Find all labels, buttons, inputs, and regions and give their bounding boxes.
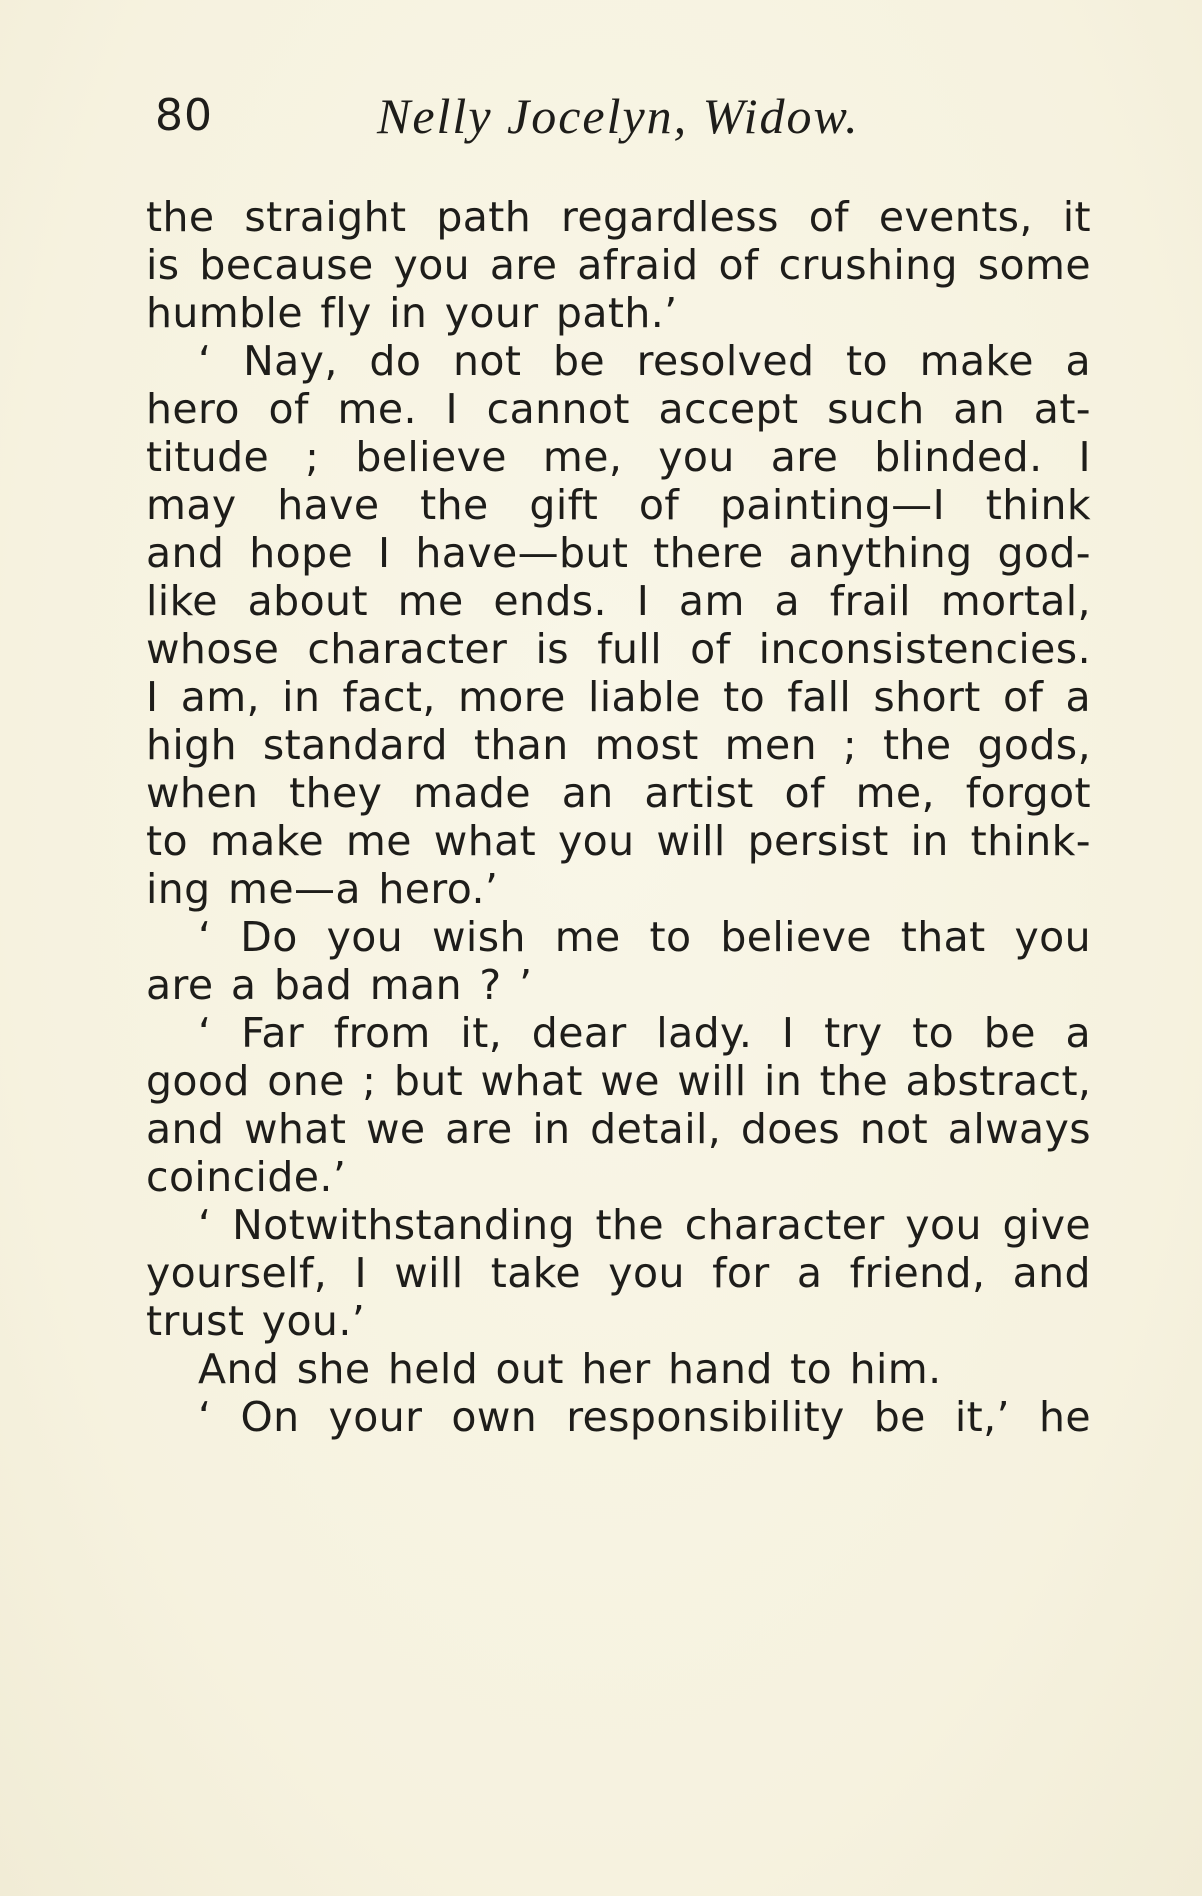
running-title: Nelly Jocelyn, Widow. bbox=[377, 88, 860, 144]
text-line: like about me ends. I am a frail mortal, bbox=[146, 577, 1091, 625]
text-line: And she held out her hand to him. bbox=[198, 1345, 942, 1393]
text-line: ing me—a hero.’ bbox=[146, 865, 499, 913]
text-line: trust you.’ bbox=[146, 1297, 366, 1345]
text-line: ‘ Far from it, dear lady. I try to be a bbox=[198, 1009, 1091, 1057]
text-line: the straight path regardless of events, it bbox=[146, 193, 1091, 241]
text-line: humble fly in your path.’ bbox=[146, 289, 678, 337]
text-line: ‘ Do you wish me to believe that you bbox=[198, 913, 1091, 961]
text-line: high standard than most men ; the gods, bbox=[146, 721, 1091, 769]
text-line: to make me what you will persist in think- bbox=[146, 817, 1091, 865]
text-line: good one ; but what we will in the abstract, bbox=[146, 1057, 1092, 1105]
text-line: ‘ Notwithstanding the character you give bbox=[198, 1201, 1091, 1249]
text-line: I am, in fact, more liable to fall short of a bbox=[146, 673, 1091, 721]
text-line: ‘ Nay, do not be resolved to make a bbox=[198, 337, 1091, 385]
text-line: is because you are afraid of crushing some bbox=[146, 241, 1091, 289]
text-line: coincide.’ bbox=[146, 1153, 347, 1201]
page-number: 80 bbox=[155, 90, 213, 141]
text-line: are a bad man ? ’ bbox=[146, 961, 533, 1009]
text-line: and hope I have—but there anything god- bbox=[146, 529, 1091, 577]
text-line: and what we are in detail, does not always bbox=[146, 1105, 1091, 1153]
text-line: whose character is full of inconsistencies. bbox=[146, 625, 1091, 673]
text-line: yourself, I will take you for a friend, and bbox=[146, 1249, 1091, 1297]
running-header bbox=[155, 86, 955, 146]
text-line: may have the gift of painting—I think bbox=[146, 481, 1091, 529]
text-line: hero of me. I cannot accept such an at- bbox=[146, 385, 1091, 433]
text-line: ‘ On your own responsibility be it,’ he bbox=[198, 1393, 1091, 1441]
text-line: when they made an artist of me, forgot bbox=[146, 769, 1091, 817]
text-line: titude ; believe me, you are blinded. I bbox=[146, 433, 1091, 481]
